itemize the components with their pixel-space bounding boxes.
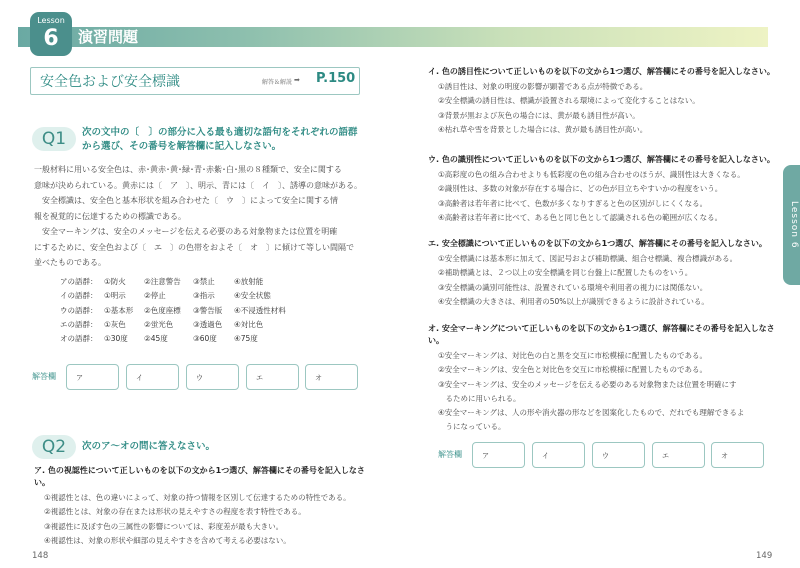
option: ②安全マーキングは、安全色と対比色を交互に市松模様に配置したものである。: [438, 365, 707, 375]
question-i: [428, 66, 778, 137]
question-u: [428, 154, 778, 225]
option: ③高齢者は若年者に比べて、色数が多くなりすぎると色の区別がしにくくなる。: [438, 198, 708, 208]
page-title: 演習問題: [78, 28, 139, 46]
group-item: ①基本形: [104, 305, 134, 315]
q1-answer-label: 解答欄: [32, 372, 56, 381]
q1-body: [34, 162, 364, 271]
group-item: ④安全状態: [234, 291, 271, 301]
question-title: エ. 安全標識について正しいものを以下の文から1つ選び、解答欄にその番号を記入しなさい。: [428, 239, 767, 248]
q2-answer-box-e[interactable]: エ: [652, 442, 705, 468]
option: うになっている。: [438, 422, 506, 432]
group-item: ①明示: [104, 291, 126, 301]
group-item: ②45度: [144, 334, 168, 344]
q1-body-line: にするために、安全色および〔 エ 〕の色帯をおよそ〔 オ 〕に傾けて等しい間隔で: [34, 242, 354, 252]
q1-body-line: 安全標識は、安全色と基本形状を組み合わせた〔 ウ 〕によって安全に関する情: [34, 196, 338, 205]
q1-heading-line: から選び、その番号を解答欄に記入しなさい。: [82, 141, 282, 152]
option: ④視認性は、対象の形状や細部の見えやすさを含めて考える必要はない。: [44, 535, 291, 545]
q1-word-groups: [60, 275, 350, 346]
question-title: イ. 色の誘目性について正しいものを以下の文から1つ選び、解答欄にその番号を記入しなさい。: [428, 67, 775, 76]
option: ②識別性は、多数の対象が存在する場合に、どの色が目立ちやすいかの程度をいう。: [438, 184, 723, 194]
option-list: [428, 168, 778, 225]
option: ③背景が黒および灰色の場合には、黄が最も誘目性が高い。: [438, 110, 640, 120]
option: ④枯れ草や雪を背景とした場合には、黄が最も誘目性が高い。: [438, 124, 648, 134]
option-list: [34, 491, 374, 548]
option: ①高彩度の色の組み合わせよりも低彩度の色の組み合わせのほうが、識別性は大きくなる。: [438, 170, 745, 179]
option: ①誘目性は、対象の明度の影響が顕著である点が特徴である。: [438, 82, 648, 91]
word-group-row: [60, 318, 350, 332]
group-item: ③60度: [193, 334, 217, 344]
group-item: ①30度: [104, 334, 128, 344]
page-number-left: 148: [32, 551, 49, 561]
q1-answer-box-e[interactable]: エ: [246, 364, 299, 390]
question-title: ウ. 色の識別性について正しいものを以下の文から1つ選び、解答欄にその番号を記入しなさい。: [428, 155, 775, 164]
q2-answer-box-i[interactable]: イ: [532, 442, 585, 468]
group-item: ④放射能: [234, 277, 264, 286]
q1-badge: Q1: [32, 127, 76, 151]
q1-body-line: 一般材料に用いる安全色は、赤･黄赤･黄･緑･青･赤紫･白･黒の８種類で、安全に関する: [34, 165, 342, 174]
q2-heading: 次のア～オの問に答えなさい。: [82, 441, 216, 452]
group-item: ①灰色: [104, 319, 126, 329]
group-item: ③禁止: [193, 277, 215, 286]
q1-body-line: 意味が決められている。黄赤には〔 ア 〕、明示、青には〔 イ 〕、誘導の意味がある。: [34, 180, 362, 190]
option: ①安全標識には基本形に加えて、図記号および補助標識、組合せ標識、複合標識がある。: [438, 254, 738, 263]
group-item: ④不浸透性材料: [234, 305, 286, 315]
group-label: オの語群：: [60, 334, 98, 344]
q1-body-line: 安全マーキングは、安全のメッセージを伝える必要のある対象物または位置を明確: [34, 227, 338, 236]
group-item: ②蛍光色: [144, 319, 174, 329]
option: ③安全マーキングは、安全のメッセージを伝える必要のある対象物または位置を明確にす: [438, 379, 737, 389]
lesson-badge: [30, 12, 72, 56]
group-item: ②注意警告: [144, 277, 181, 286]
q2-badge: Q2: [32, 435, 76, 459]
option-list: [428, 349, 778, 435]
word-group-row: [60, 332, 350, 346]
group-item: ①防火: [104, 277, 126, 286]
lesson-number: 6: [43, 26, 59, 51]
group-item: ②色度座標: [144, 305, 181, 315]
option: ②補助標識とは、２つ以上の安全標識を同じ台盤上に配置したものをいう。: [438, 268, 693, 278]
question-a: [34, 465, 374, 548]
page-number-right: 149: [756, 551, 773, 561]
word-group-row: [60, 304, 350, 318]
q2-answer-box-a[interactable]: ア: [472, 442, 525, 468]
group-item: ③透過色: [193, 319, 223, 329]
group-item: ③指示: [193, 291, 215, 301]
group-item: ②停止: [144, 291, 166, 301]
group-label: イの語群：: [60, 291, 98, 301]
group-label: アの語群：: [60, 277, 98, 286]
group-label: ウの語群：: [60, 305, 98, 315]
q2-answer-box-u[interactable]: ウ: [592, 442, 645, 468]
q1-body-line: 報を視覚的に伝達するための標識である。: [34, 211, 186, 221]
arrow-right-icon: ➡: [294, 76, 300, 84]
option: ④高齢者は若年者に比べて、ある色と同じ色として認識される色の範囲が広くなる。: [438, 212, 723, 222]
group-item: ④75度: [234, 334, 258, 344]
group-label: エの語群：: [60, 319, 98, 329]
option: ①視認性とは、色の違いによって、対象の持つ情報を区別して伝達するための特性である。: [44, 493, 351, 502]
group-item: ④対比色: [234, 319, 264, 329]
q1-heading: [82, 126, 358, 154]
word-group-row: [60, 289, 350, 303]
q1-answer-box-u[interactable]: ウ: [186, 364, 239, 390]
lesson-side-tab-label: Lesson 6: [789, 201, 799, 249]
topic-title: 安全色および安全標識: [40, 74, 180, 90]
word-group-row: [60, 275, 350, 289]
option: ①安全マーキングは、対比色の白と黒を交互に市松模様に配置したものである。: [438, 351, 707, 360]
option-list: [428, 80, 778, 137]
option: ③視認性に及ぼす色の三属性の影響については、彩度差が最も大きい。: [44, 521, 284, 531]
question-title: ア. 色の視認性について正しいものを以下の文から1つ選び、解答欄にその番号を記入しなさい。: [34, 466, 365, 487]
question-o: [428, 323, 778, 435]
option: ④安全マーキングは、人の形や消火器の形などを図案化したもので、だれでも理解できるよ: [438, 408, 745, 418]
group-item: ③警告版: [193, 305, 223, 315]
option: るために用いられる。: [438, 393, 521, 403]
answer-reference-label: 解答＆解説: [262, 79, 293, 86]
q1-answer-box-o[interactable]: オ: [305, 364, 358, 390]
answer-reference-page: P.150: [316, 71, 356, 86]
option: ②視認性とは、対象の存在または形状の見えやすさの程度を表す特性である。: [44, 507, 306, 517]
q1-body-line: 並べたものである。: [34, 258, 106, 267]
lesson-word: Lesson: [37, 16, 65, 25]
q2-answer-label: 解答欄: [438, 450, 462, 459]
q1-answer-box-i[interactable]: イ: [126, 364, 179, 390]
option: ③安全標識の識別可能性は、設置されている環境や利用者の視力には関係ない。: [438, 282, 708, 292]
q1-answer-box-a[interactable]: ア: [66, 364, 119, 390]
option: ②安全標識の誘目性は、標識が設置される環境によって変化することはない。: [438, 96, 700, 106]
question-e: [428, 238, 778, 309]
q1-heading-line: 次の文中の〔 〕の部分に入る最も適切な語句をそれぞれの語群: [82, 127, 358, 138]
option-list: [428, 252, 778, 309]
question-title: オ. 安全マーキングについて正しいものを以下の文から1つ選び、解答欄にその番号を記入しなさい。: [428, 324, 775, 345]
option: ④安全標識の大きさは、利用者の50%以上が識別できるように設計されている。: [438, 296, 709, 306]
q2-answer-box-o[interactable]: オ: [711, 442, 764, 468]
